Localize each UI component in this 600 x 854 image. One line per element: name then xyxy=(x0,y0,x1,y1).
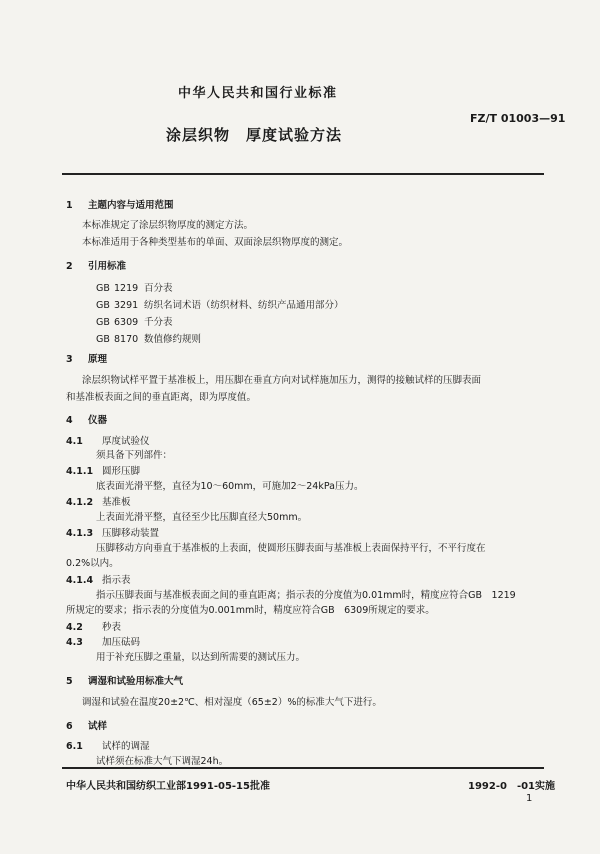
subsection-4-3-heading: 4.3 加压砝码 xyxy=(66,637,141,648)
reference-item: GB 6309 千分表 xyxy=(96,317,173,328)
page-number: 1 xyxy=(526,793,533,804)
section-4-heading: 4 仪器 xyxy=(66,415,108,426)
subsection-4-1-4-heading: 4.1.4 指示表 xyxy=(66,575,131,586)
subsection-4-1-2-text: 上表面光滑平整，直径至少比压脚直径大50mm。 xyxy=(96,512,308,523)
subsection-4-1-2-heading: 4.1.2 基准板 xyxy=(66,497,131,508)
reference-item: GB 8170 数值修约规则 xyxy=(96,334,202,345)
section-5-paragraph: 调湿和试验在温度20±2℃、相对湿度（65±2）%的标准大气下进行。 xyxy=(82,697,382,708)
section-3-heading: 3 原理 xyxy=(66,354,108,365)
section-1-paragraph-2: 本标准适用于各种类型基布的单面、双面涂层织物厚度的测定。 xyxy=(82,237,349,248)
subsection-4-1-3-paragraph-1: 压脚移动方向垂直于基准板的上表面，使圆形压脚表面与基准板上表面保持平行，不平行度在 xyxy=(96,543,486,554)
subsection-4-1-1-text: 底表面光滑平整，直径为10～60mm，可施加2～24kPa压力。 xyxy=(96,481,364,492)
section-5-heading: 5 调湿和试验用标准大气 xyxy=(66,676,184,687)
section-3-paragraph-2: 和基准板表面之间的垂直距离，即为厚度值。 xyxy=(66,392,257,403)
subsection-4-1-4-paragraph-1: 指示压脚表面与基准板表面之间的垂直距离；指示表的分度值为0.01mm时，精度应符合GB 1219 xyxy=(96,590,516,601)
effective-date: 1992-0 -01实施 xyxy=(468,781,556,792)
subsection-4-1-heading: 4.1 厚度试验仪 xyxy=(66,436,150,447)
section-1-paragraph-1: 本标准规定了涂层织物厚度的测定方法。 xyxy=(82,220,254,231)
section-6-heading: 6 试样 xyxy=(66,721,108,732)
reference-item: GB 3291 纺织名词术语（纺织材料、纺织产品通用部分） xyxy=(96,300,344,311)
section-2-heading: 2 引用标准 xyxy=(66,261,127,272)
subsection-4-1-4-paragraph-2: 所规定的要求；指示表的分度值为0.001mm时，精度应符合GB 6309所规定的要求。 xyxy=(66,605,435,616)
bottom-divider xyxy=(62,767,544,769)
subsection-4-2-heading: 4.2 秒表 xyxy=(66,622,122,633)
approval-line: 中华人民共和国纺织工业部1991-05-15批准 xyxy=(66,781,270,792)
issuing-org-header: 中华人民共和国行业标准 xyxy=(178,86,338,101)
reference-item: GB 1219 百分表 xyxy=(96,283,173,294)
subsection-6-1-text: 试样须在标准大气下调湿24h。 xyxy=(96,756,229,767)
section-1-heading: 1 主题内容与适用范围 xyxy=(66,200,174,211)
page-title: 涂层织物 厚度试验方法 xyxy=(166,126,343,144)
top-divider xyxy=(62,173,544,175)
subsection-4-1-3-paragraph-2: 0.2%以内。 xyxy=(66,558,119,569)
standard-code: FZ/T 01003—91 xyxy=(470,112,566,125)
subsection-4-1-1-heading: 4.1.1 圆形压脚 xyxy=(66,466,141,477)
subsection-4-1-text: 须具备下列部件： xyxy=(96,450,173,461)
subsection-6-1-heading: 6.1 试样的调湿 xyxy=(66,741,150,752)
subsection-4-1-3-heading: 4.1.3 压脚移动装置 xyxy=(66,528,160,539)
section-3-paragraph-1: 涂层织物试样平置于基准板上，用压脚在垂直方向对试样施加压力，测得的接触试样的压脚表面 xyxy=(82,375,482,386)
subsection-4-3-text: 用于补充压脚之重量，以达到所需要的测试压力。 xyxy=(96,652,306,663)
